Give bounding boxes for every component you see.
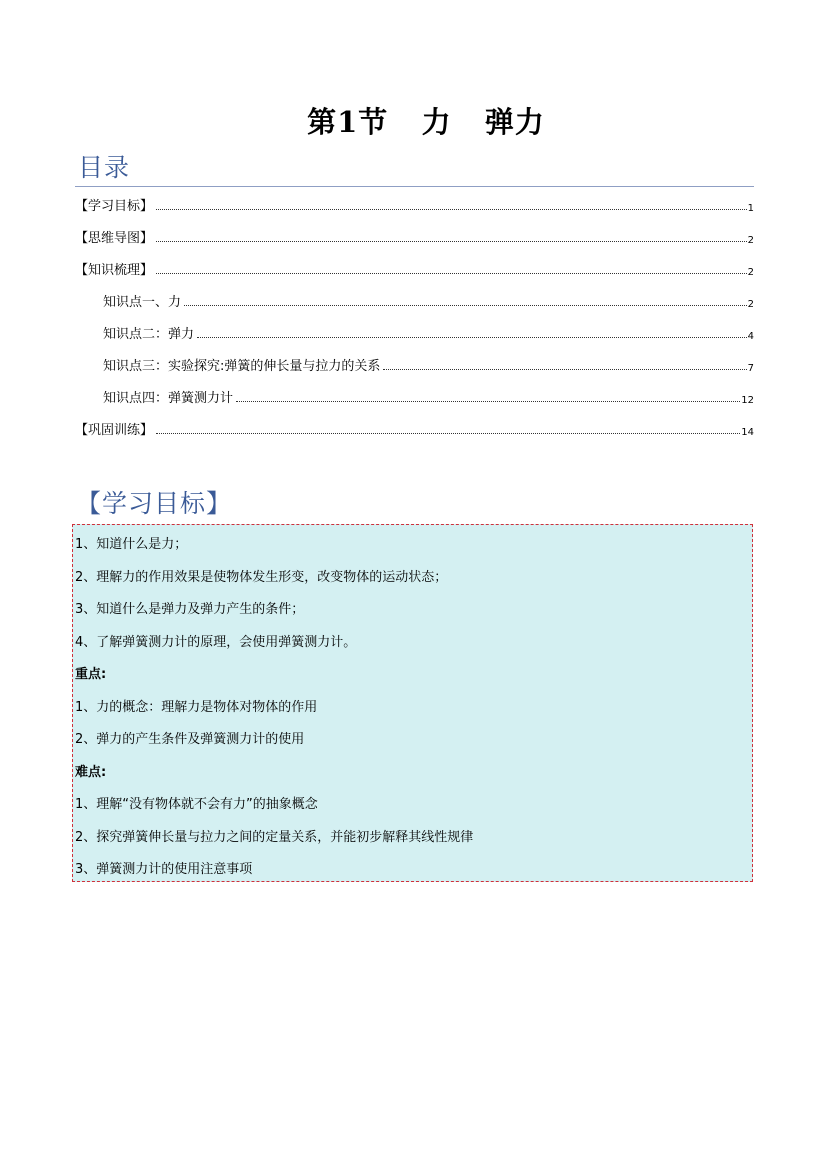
toc-divider xyxy=(75,186,754,187)
objective-item: 4、了解弹簧测力计的原理，会使用弹簧测力计。 xyxy=(75,635,357,650)
toc-entry-label: 【思维导图】 xyxy=(75,231,154,246)
toc-dot-leader xyxy=(156,208,747,210)
objective-item: 1、知道什么是力； xyxy=(75,537,188,552)
toc-entry-consolidation-practice[interactable] xyxy=(75,416,754,438)
toc-dot-leader xyxy=(156,272,747,274)
toc-entry-label: 知识点二：弹力 xyxy=(103,327,195,342)
objectives-heading: 【学习目标】 xyxy=(76,489,233,518)
toc-dot-leader xyxy=(184,304,747,306)
toc-page-number: 4 xyxy=(747,331,754,342)
toc-entry-knowledge-point-4[interactable] xyxy=(103,384,754,406)
toc-dot-leader xyxy=(156,432,740,434)
toc-page-number: 12 xyxy=(741,395,754,406)
toc-page-number: 2 xyxy=(747,267,754,278)
toc-dot-leader xyxy=(197,336,747,338)
objective-item: 2、理解力的作用效果是使物体发生形变，改变物体的运动状态； xyxy=(75,570,448,585)
toc-entry-label: 【巩固训练】 xyxy=(75,423,154,438)
difficulty-item: 2、探究弹簧伸长量与拉力之间的定量关系，并能初步解释其线性规律 xyxy=(75,830,474,845)
toc-entry-label: 知识点一、力 xyxy=(103,295,182,310)
toc-entry-mind-map[interactable] xyxy=(75,224,754,246)
difficulty-item: 3、弹簧测力计的使用注意事项 xyxy=(75,862,253,877)
objectives-box xyxy=(72,524,753,882)
toc-entry-label: 知识点三：实验探究:弹簧的伸长量与拉力的关系 xyxy=(103,359,381,374)
toc-dot-leader xyxy=(383,368,746,370)
toc-entry-knowledge-point-2[interactable] xyxy=(103,320,754,342)
toc-entry-knowledge-point-1[interactable] xyxy=(103,288,754,310)
objective-item: 3、知道什么是弹力及弹力产生的条件； xyxy=(75,602,305,617)
toc-entry-label: 【知识梳理】 xyxy=(75,263,154,278)
key-points-label: 重点: xyxy=(75,667,107,682)
difficulty-item: 1、理解“没有物体就不会有力”的抽象概念 xyxy=(75,797,318,812)
toc-page-number: 1 xyxy=(747,203,754,214)
toc-dot-leader xyxy=(156,240,747,242)
document-title: 第1节 力 弹力 xyxy=(307,105,545,139)
toc-entry-knowledge-review[interactable] xyxy=(75,256,754,278)
toc-page-number: 2 xyxy=(747,235,754,246)
toc-heading: 目录 xyxy=(78,153,131,182)
toc-entry-knowledge-point-3[interactable] xyxy=(103,352,754,374)
key-point-item: 1、力的概念：理解力是物体对物体的作用 xyxy=(75,700,318,715)
toc-entry-label: 【学习目标】 xyxy=(75,199,154,214)
toc-page-number: 2 xyxy=(747,299,754,310)
toc-dot-leader xyxy=(236,400,740,402)
toc-page-number: 7 xyxy=(747,363,754,374)
toc-entry-learning-objectives[interactable] xyxy=(75,192,754,214)
difficulties-label: 难点: xyxy=(75,765,107,780)
toc-page-number: 14 xyxy=(741,427,754,438)
key-point-item: 2、弹力的产生条件及弹簧测力计的使用 xyxy=(75,732,305,747)
toc-entry-label: 知识点四：弹簧测力计 xyxy=(103,391,234,406)
